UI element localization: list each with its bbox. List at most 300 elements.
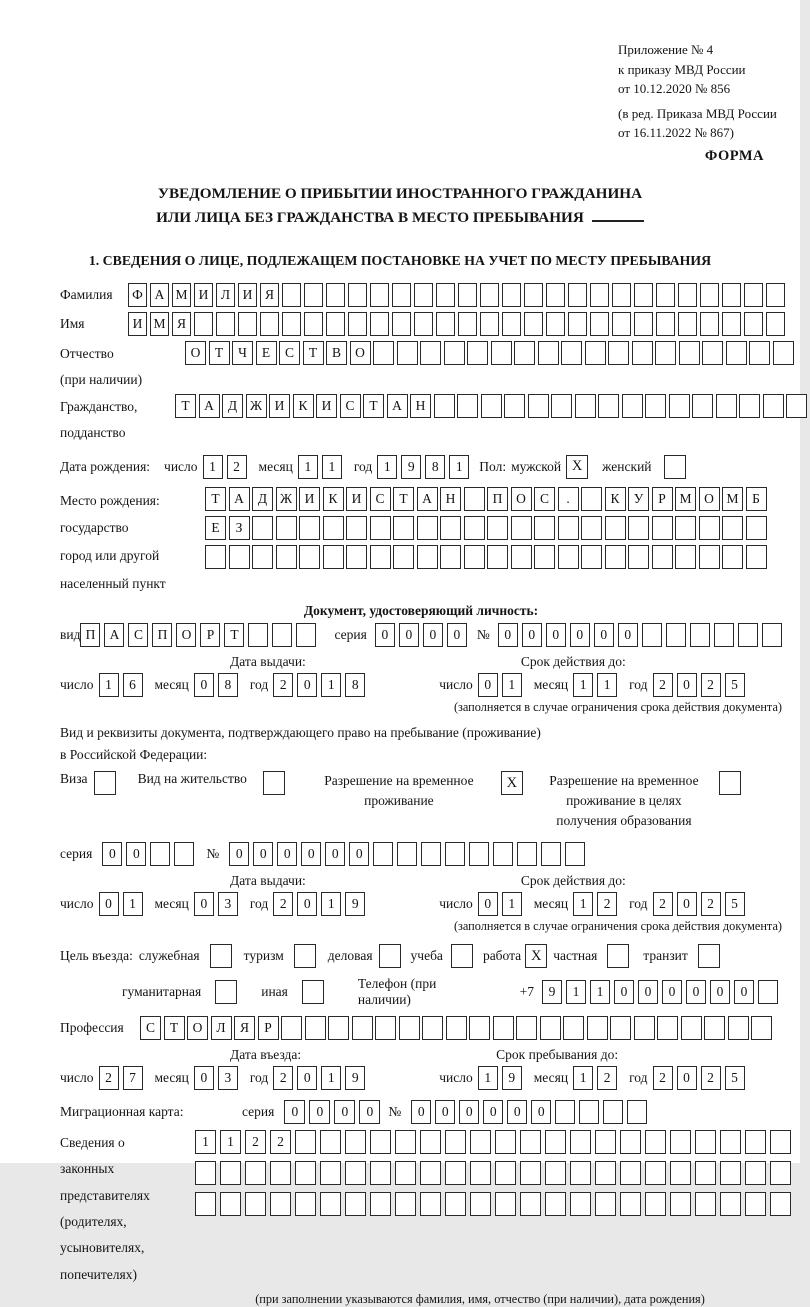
char-cell[interactable]: 0 (423, 623, 443, 647)
char-cell[interactable] (551, 394, 572, 418)
char-cell[interactable]: 0 (546, 623, 566, 647)
char-cell[interactable]: Ч (232, 341, 253, 365)
char-cell[interactable] (528, 394, 549, 418)
char-cell[interactable] (345, 1161, 366, 1185)
char-cell[interactable]: 0 (194, 673, 214, 697)
char-cell[interactable] (681, 1016, 702, 1040)
char-cell[interactable]: И (238, 283, 257, 307)
entry-month-cells[interactable] (194, 1066, 242, 1090)
char-cell[interactable]: Т (164, 1016, 185, 1040)
char-cell[interactable]: 0 (399, 623, 419, 647)
char-cell[interactable]: Т (363, 394, 384, 418)
char-cell[interactable] (669, 394, 690, 418)
char-cell[interactable] (610, 1016, 631, 1040)
char-cell[interactable]: 8 (345, 673, 365, 697)
char-cell[interactable]: 1 (573, 1066, 593, 1090)
char-cell[interactable] (704, 1016, 725, 1040)
char-cell[interactable]: С (128, 623, 148, 647)
char-cell[interactable] (370, 283, 389, 307)
doc-kind-cells[interactable] (80, 623, 320, 647)
char-cell[interactable] (746, 545, 767, 569)
char-cell[interactable] (328, 1016, 349, 1040)
char-cell[interactable]: 7 (123, 1066, 143, 1090)
char-cell[interactable] (739, 394, 760, 418)
char-cell[interactable] (295, 1130, 316, 1154)
char-cell[interactable] (612, 312, 631, 336)
char-cell[interactable]: О (176, 623, 196, 647)
char-cell[interactable] (216, 312, 235, 336)
char-cell[interactable] (738, 623, 758, 647)
char-cell[interactable] (520, 1161, 541, 1185)
char-cell[interactable] (762, 623, 782, 647)
char-cell[interactable]: 5 (725, 673, 745, 697)
char-cell[interactable]: 2 (597, 892, 617, 916)
char-cell[interactable]: 2 (245, 1130, 266, 1154)
char-cell[interactable] (282, 312, 301, 336)
residence-issue-month-cells[interactable] (194, 892, 242, 916)
char-cell[interactable] (352, 1016, 373, 1040)
char-cell[interactable] (656, 312, 675, 336)
char-cell[interactable] (722, 516, 743, 540)
char-cell[interactable]: 0 (297, 892, 317, 916)
char-cell[interactable]: 9 (542, 980, 562, 1004)
char-cell[interactable]: А (387, 394, 408, 418)
char-cell[interactable] (272, 623, 292, 647)
surname-cells[interactable] (128, 283, 788, 307)
char-cell[interactable] (320, 1192, 341, 1216)
char-cell[interactable] (270, 1192, 291, 1216)
char-cell[interactable] (716, 394, 737, 418)
char-cell[interactable] (323, 516, 344, 540)
char-cell[interactable] (751, 1016, 772, 1040)
char-cell[interactable]: А (150, 283, 169, 307)
char-cell[interactable] (620, 1192, 641, 1216)
char-cell[interactable] (587, 1016, 608, 1040)
char-cell[interactable] (345, 1192, 366, 1216)
residence-issue-year-cells[interactable] (273, 892, 369, 916)
char-cell[interactable]: Т (303, 341, 324, 365)
residence-valid-year-cells[interactable] (653, 892, 749, 916)
char-cell[interactable] (598, 394, 619, 418)
char-cell[interactable] (520, 1130, 541, 1154)
char-cell[interactable]: 0 (277, 842, 297, 866)
char-cell[interactable] (605, 516, 626, 540)
char-cell[interactable]: Т (393, 487, 414, 511)
char-cell[interactable] (700, 312, 719, 336)
char-cell[interactable]: 2 (653, 673, 673, 697)
char-cell[interactable] (590, 283, 609, 307)
char-cell[interactable]: Ж (246, 394, 267, 418)
char-cell[interactable] (744, 312, 763, 336)
char-cell[interactable]: 2 (270, 1130, 291, 1154)
char-cell[interactable]: 0 (297, 673, 317, 697)
char-cell[interactable] (645, 394, 666, 418)
char-cell[interactable] (399, 1016, 420, 1040)
char-cell[interactable] (444, 341, 465, 365)
char-cell[interactable]: А (104, 623, 124, 647)
char-cell[interactable] (516, 1016, 537, 1040)
char-cell[interactable] (464, 516, 485, 540)
char-cell[interactable]: 1 (203, 455, 223, 479)
char-cell[interactable]: 0 (507, 1100, 527, 1124)
char-cell[interactable] (745, 1192, 766, 1216)
char-cell[interactable]: 0 (99, 892, 119, 916)
birth-day-cells[interactable] (203, 455, 251, 479)
char-cell[interactable] (634, 1016, 655, 1040)
char-cell[interactable] (524, 312, 543, 336)
residence-valid-day-cells[interactable] (478, 892, 526, 916)
char-cell[interactable] (295, 1192, 316, 1216)
char-cell[interactable] (420, 341, 441, 365)
checkbox-female[interactable] (664, 455, 686, 479)
char-cell[interactable]: 1 (573, 673, 593, 697)
char-cell[interactable]: Я (260, 283, 279, 307)
char-cell[interactable] (421, 842, 441, 866)
char-cell[interactable]: 8 (218, 673, 238, 697)
char-cell[interactable] (504, 394, 525, 418)
representatives-row1-cells[interactable] (195, 1130, 795, 1154)
checkbox-transit[interactable] (698, 944, 720, 968)
char-cell[interactable]: С (370, 487, 391, 511)
char-cell[interactable] (299, 545, 320, 569)
char-cell[interactable] (296, 623, 316, 647)
char-cell[interactable] (720, 1192, 741, 1216)
char-cell[interactable]: И (346, 487, 367, 511)
char-cell[interactable]: 2 (653, 1066, 673, 1090)
char-cell[interactable] (345, 1130, 366, 1154)
doc-number-cells[interactable] (498, 623, 786, 647)
char-cell[interactable]: М (675, 487, 696, 511)
char-cell[interactable] (304, 312, 323, 336)
char-cell[interactable] (745, 1130, 766, 1154)
char-cell[interactable] (323, 545, 344, 569)
char-cell[interactable] (786, 394, 807, 418)
birthplace-row2-cells[interactable] (205, 516, 769, 540)
char-cell[interactable] (502, 283, 521, 307)
char-cell[interactable] (746, 516, 767, 540)
checkbox-humanitarian[interactable] (215, 980, 237, 1004)
char-cell[interactable]: 0 (710, 980, 730, 1004)
checkbox-visa[interactable] (94, 771, 116, 795)
char-cell[interactable] (728, 1016, 749, 1040)
char-cell[interactable] (540, 1016, 561, 1040)
char-cell[interactable] (678, 283, 697, 307)
char-cell[interactable]: И (299, 487, 320, 511)
char-cell[interactable] (720, 1130, 741, 1154)
char-cell[interactable] (495, 1192, 516, 1216)
char-cell[interactable] (595, 1161, 616, 1185)
char-cell[interactable] (628, 545, 649, 569)
migration-series-cells[interactable] (284, 1100, 384, 1124)
char-cell[interactable] (248, 623, 268, 647)
char-cell[interactable]: 0 (297, 1066, 317, 1090)
char-cell[interactable] (722, 545, 743, 569)
checkbox-temp-residence-education[interactable] (719, 771, 741, 795)
char-cell[interactable] (417, 545, 438, 569)
char-cell[interactable]: С (340, 394, 361, 418)
char-cell[interactable] (546, 312, 565, 336)
char-cell[interactable] (458, 283, 477, 307)
char-cell[interactable] (726, 341, 747, 365)
char-cell[interactable] (749, 341, 770, 365)
char-cell[interactable] (699, 516, 720, 540)
char-cell[interactable]: С (140, 1016, 161, 1040)
char-cell[interactable]: 1 (597, 673, 617, 697)
char-cell[interactable] (620, 1161, 641, 1185)
char-cell[interactable]: 0 (478, 892, 498, 916)
char-cell[interactable]: Т (209, 341, 230, 365)
char-cell[interactable] (634, 312, 653, 336)
profession-cells[interactable] (140, 1016, 775, 1040)
char-cell[interactable] (558, 516, 579, 540)
char-cell[interactable]: М (150, 312, 169, 336)
char-cell[interactable]: 0 (194, 1066, 214, 1090)
migration-number-cells[interactable] (411, 1100, 651, 1124)
char-cell[interactable] (670, 1161, 691, 1185)
char-cell[interactable] (514, 341, 535, 365)
checkbox-male[interactable]: X (566, 455, 588, 479)
char-cell[interactable] (692, 394, 713, 418)
char-cell[interactable] (622, 394, 643, 418)
char-cell[interactable] (524, 283, 543, 307)
char-cell[interactable] (440, 545, 461, 569)
residence-issue-day-cells[interactable] (99, 892, 147, 916)
char-cell[interactable] (220, 1192, 241, 1216)
char-cell[interactable]: 9 (345, 892, 365, 916)
char-cell[interactable] (346, 545, 367, 569)
char-cell[interactable]: 0 (522, 623, 542, 647)
char-cell[interactable]: Т (224, 623, 244, 647)
char-cell[interactable] (348, 312, 367, 336)
char-cell[interactable]: 0 (686, 980, 706, 1004)
birth-year-cells[interactable] (377, 455, 473, 479)
char-cell[interactable]: А (417, 487, 438, 511)
char-cell[interactable] (770, 1130, 791, 1154)
char-cell[interactable] (563, 1016, 584, 1040)
char-cell[interactable] (770, 1192, 791, 1216)
char-cell[interactable] (395, 1192, 416, 1216)
checkbox-private[interactable] (607, 944, 629, 968)
doc-valid-year-cells[interactable] (653, 673, 749, 697)
char-cell[interactable]: С (279, 341, 300, 365)
char-cell[interactable] (511, 516, 532, 540)
char-cell[interactable]: 9 (401, 455, 421, 479)
char-cell[interactable]: М (722, 487, 743, 511)
char-cell[interactable]: 0 (447, 623, 467, 647)
char-cell[interactable] (470, 1130, 491, 1154)
char-cell[interactable]: О (699, 487, 720, 511)
char-cell[interactable] (655, 341, 676, 365)
residence-valid-month-cells[interactable] (573, 892, 621, 916)
representatives-row2-cells[interactable] (195, 1161, 795, 1185)
char-cell[interactable] (642, 623, 662, 647)
char-cell[interactable] (555, 1100, 575, 1124)
char-cell[interactable] (260, 312, 279, 336)
char-cell[interactable]: 1 (123, 892, 143, 916)
char-cell[interactable]: 0 (334, 1100, 355, 1124)
char-cell[interactable] (422, 1016, 443, 1040)
char-cell[interactable]: 0 (375, 623, 395, 647)
char-cell[interactable] (304, 283, 323, 307)
char-cell[interactable] (305, 1016, 326, 1040)
char-cell[interactable] (205, 545, 226, 569)
char-cell[interactable] (370, 1192, 391, 1216)
doc-issue-year-cells[interactable] (273, 673, 369, 697)
char-cell[interactable] (545, 1130, 566, 1154)
char-cell[interactable] (652, 545, 673, 569)
char-cell[interactable] (579, 1100, 599, 1124)
char-cell[interactable] (541, 842, 561, 866)
char-cell[interactable]: Д (252, 487, 273, 511)
residence-number-cells[interactable] (229, 842, 589, 866)
char-cell[interactable]: Р (258, 1016, 279, 1040)
char-cell[interactable] (634, 283, 653, 307)
char-cell[interactable] (720, 1161, 741, 1185)
char-cell[interactable] (627, 1100, 647, 1124)
char-cell[interactable]: А (199, 394, 220, 418)
char-cell[interactable] (469, 842, 489, 866)
char-cell[interactable] (628, 516, 649, 540)
char-cell[interactable]: Р (652, 487, 673, 511)
char-cell[interactable]: 6 (123, 673, 143, 697)
char-cell[interactable] (282, 283, 301, 307)
char-cell[interactable] (295, 1161, 316, 1185)
char-cell[interactable] (568, 312, 587, 336)
entry-year-cells[interactable] (273, 1066, 369, 1090)
char-cell[interactable] (645, 1192, 666, 1216)
char-cell[interactable]: 0 (478, 673, 498, 697)
char-cell[interactable] (773, 341, 794, 365)
char-cell[interactable] (545, 1161, 566, 1185)
char-cell[interactable]: Л (211, 1016, 232, 1040)
doc-valid-day-cells[interactable] (478, 673, 526, 697)
char-cell[interactable] (220, 1161, 241, 1185)
char-cell[interactable]: 1 (449, 455, 469, 479)
firstname-cells[interactable] (128, 312, 788, 336)
char-cell[interactable] (645, 1161, 666, 1185)
char-cell[interactable] (469, 1016, 490, 1040)
char-cell[interactable] (608, 341, 629, 365)
char-cell[interactable]: 0 (126, 842, 146, 866)
char-cell[interactable]: 0 (662, 980, 682, 1004)
char-cell[interactable]: 2 (701, 673, 721, 697)
char-cell[interactable]: 1 (322, 455, 342, 479)
char-cell[interactable] (467, 341, 488, 365)
char-cell[interactable] (346, 516, 367, 540)
char-cell[interactable]: 3 (218, 1066, 238, 1090)
char-cell[interactable]: 1 (377, 455, 397, 479)
char-cell[interactable]: В (326, 341, 347, 365)
char-cell[interactable]: Д (222, 394, 243, 418)
char-cell[interactable] (195, 1161, 216, 1185)
char-cell[interactable]: Я (172, 312, 191, 336)
char-cell[interactable] (417, 516, 438, 540)
char-cell[interactable]: 2 (597, 1066, 617, 1090)
char-cell[interactable]: 0 (677, 1066, 697, 1090)
char-cell[interactable]: 0 (594, 623, 614, 647)
char-cell[interactable] (457, 394, 478, 418)
char-cell[interactable] (585, 341, 606, 365)
char-cell[interactable]: 2 (701, 892, 721, 916)
char-cell[interactable]: 0 (349, 842, 369, 866)
char-cell[interactable] (656, 283, 675, 307)
char-cell[interactable] (722, 283, 741, 307)
char-cell[interactable]: 0 (229, 842, 249, 866)
char-cell[interactable] (464, 545, 485, 569)
char-cell[interactable]: 0 (301, 842, 321, 866)
char-cell[interactable]: З (229, 516, 250, 540)
char-cell[interactable] (397, 842, 417, 866)
char-cell[interactable]: 9 (502, 1066, 522, 1090)
char-cell[interactable]: 1 (502, 892, 522, 916)
char-cell[interactable] (766, 283, 785, 307)
char-cell[interactable] (276, 545, 297, 569)
char-cell[interactable] (195, 1192, 216, 1216)
char-cell[interactable]: К (605, 487, 626, 511)
char-cell[interactable]: 0 (325, 842, 345, 866)
char-cell[interactable]: П (152, 623, 172, 647)
char-cell[interactable]: 0 (618, 623, 638, 647)
char-cell[interactable] (603, 1100, 623, 1124)
char-cell[interactable] (632, 341, 653, 365)
char-cell[interactable]: Я (234, 1016, 255, 1040)
char-cell[interactable] (370, 545, 391, 569)
char-cell[interactable] (414, 312, 433, 336)
char-cell[interactable] (420, 1130, 441, 1154)
char-cell[interactable]: 2 (273, 1066, 293, 1090)
char-cell[interactable] (517, 842, 537, 866)
char-cell[interactable]: К (293, 394, 314, 418)
char-cell[interactable]: 2 (273, 892, 293, 916)
char-cell[interactable]: 0 (284, 1100, 305, 1124)
char-cell[interactable]: 0 (435, 1100, 455, 1124)
char-cell[interactable] (678, 312, 697, 336)
char-cell[interactable]: 9 (345, 1066, 365, 1090)
char-cell[interactable]: 0 (570, 623, 590, 647)
char-cell[interactable]: Т (205, 487, 226, 511)
char-cell[interactable] (657, 1016, 678, 1040)
char-cell[interactable] (766, 312, 785, 336)
char-cell[interactable]: 0 (614, 980, 634, 1004)
char-cell[interactable] (445, 842, 465, 866)
checkbox-other[interactable] (302, 980, 324, 1004)
char-cell[interactable] (570, 1130, 591, 1154)
char-cell[interactable] (436, 312, 455, 336)
char-cell[interactable] (675, 516, 696, 540)
char-cell[interactable]: 2 (99, 1066, 119, 1090)
char-cell[interactable]: Н (410, 394, 431, 418)
char-cell[interactable] (270, 1161, 291, 1185)
char-cell[interactable] (495, 1130, 516, 1154)
char-cell[interactable]: 2 (653, 892, 673, 916)
char-cell[interactable] (581, 487, 602, 511)
phone-cells[interactable] (542, 980, 782, 1004)
stay-day-cells[interactable] (478, 1066, 526, 1090)
char-cell[interactable]: 0 (677, 892, 697, 916)
char-cell[interactable] (770, 1161, 791, 1185)
char-cell[interactable]: 0 (638, 980, 658, 1004)
checkbox-residence-permit[interactable] (263, 771, 285, 795)
char-cell[interactable] (745, 1161, 766, 1185)
patronymic-cells[interactable] (185, 341, 796, 365)
char-cell[interactable] (434, 394, 455, 418)
char-cell[interactable] (392, 312, 411, 336)
char-cell[interactable]: 0 (359, 1100, 380, 1124)
char-cell[interactable]: 0 (459, 1100, 479, 1124)
char-cell[interactable]: 1 (220, 1130, 241, 1154)
checkbox-official[interactable] (210, 944, 232, 968)
char-cell[interactable] (481, 394, 502, 418)
